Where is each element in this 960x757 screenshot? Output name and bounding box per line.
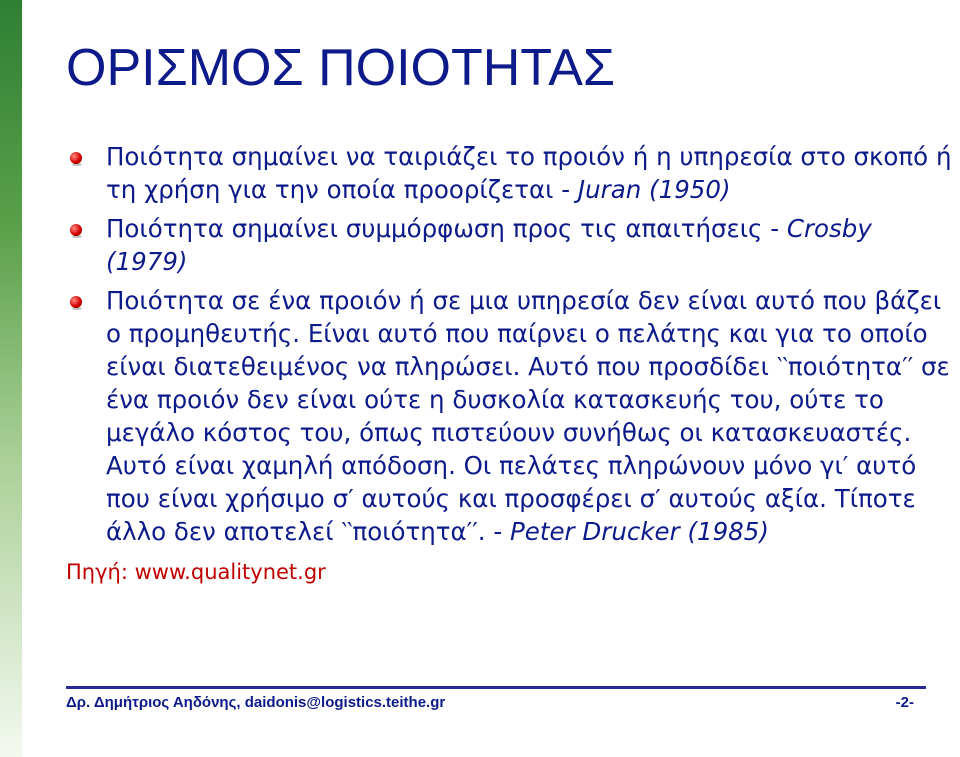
footer-row — [66, 694, 926, 711]
bullet-author: Crosby (1979) — [106, 214, 872, 276]
red-bullet-icon — [70, 152, 82, 164]
bullet-author: Juran (1950) — [577, 175, 731, 204]
page-number: -2- — [895, 694, 914, 711]
decorative-side-bar — [0, 0, 22, 757]
bullet-text: Ποιότητα σημαίνει συμμόρφωση προς τις απαιτήσεις - — [106, 214, 787, 243]
slide-content — [66, 140, 956, 586]
red-bullet-icon — [70, 224, 82, 236]
bullet-author: Peter Drucker (1985) — [510, 517, 769, 546]
red-bullet-icon — [70, 296, 82, 308]
bullet-item — [66, 212, 956, 278]
footer-author: Δρ. Δημήτριος Αηδόνης, daidonis@logistics.teithe.gr — [66, 694, 446, 711]
bullet-text: Ποιότητα σημαίνει να ταιριάζει το προιόν ή η υπηρεσία στο σκοπό ή τη χρήση για την οποία προορίζεται - — [106, 142, 952, 204]
source-link: Πηγή: www.qualitynet.gr — [66, 560, 326, 584]
footer-divider — [66, 686, 926, 689]
bullet-text: Ποιότητα σε ένα προιόν ή σε μια υπηρεσία δεν είναι αυτό που βάζει ο προμηθευτής. Είναι αυτό που παίρνει ο πελάτης και για το οποίο είναι διατεθειμένος να πληρώσει. Αυτό που προσδίδει ‵‵ποιότητα′′ σε ένα προιόν δεν είναι ούτε η δυσκολία κατασκευής του, ούτε το μεγάλο κόστος του, όπως πιστεύουν συνήθως οι κατασκευαστές. Αυτό είναι χαμηλή απόδοση. Οι πελάτες πληρώνουν μόνο γι′ αυτό που είναι χρήσιμο σ′ αυτούς και προσφέρει σ′ αυτούς αξία. Τίποτε άλλο δεν αποτελεί ‵‵ποιότητα′′. - — [106, 286, 950, 546]
slide-footer — [66, 686, 926, 711]
bullet-item — [66, 140, 956, 206]
bullet-item — [66, 284, 956, 548]
slide-title: ΟΡΙΣΜΟΣ ΠΟΙΟΤΗΤΑΣ — [66, 39, 616, 97]
